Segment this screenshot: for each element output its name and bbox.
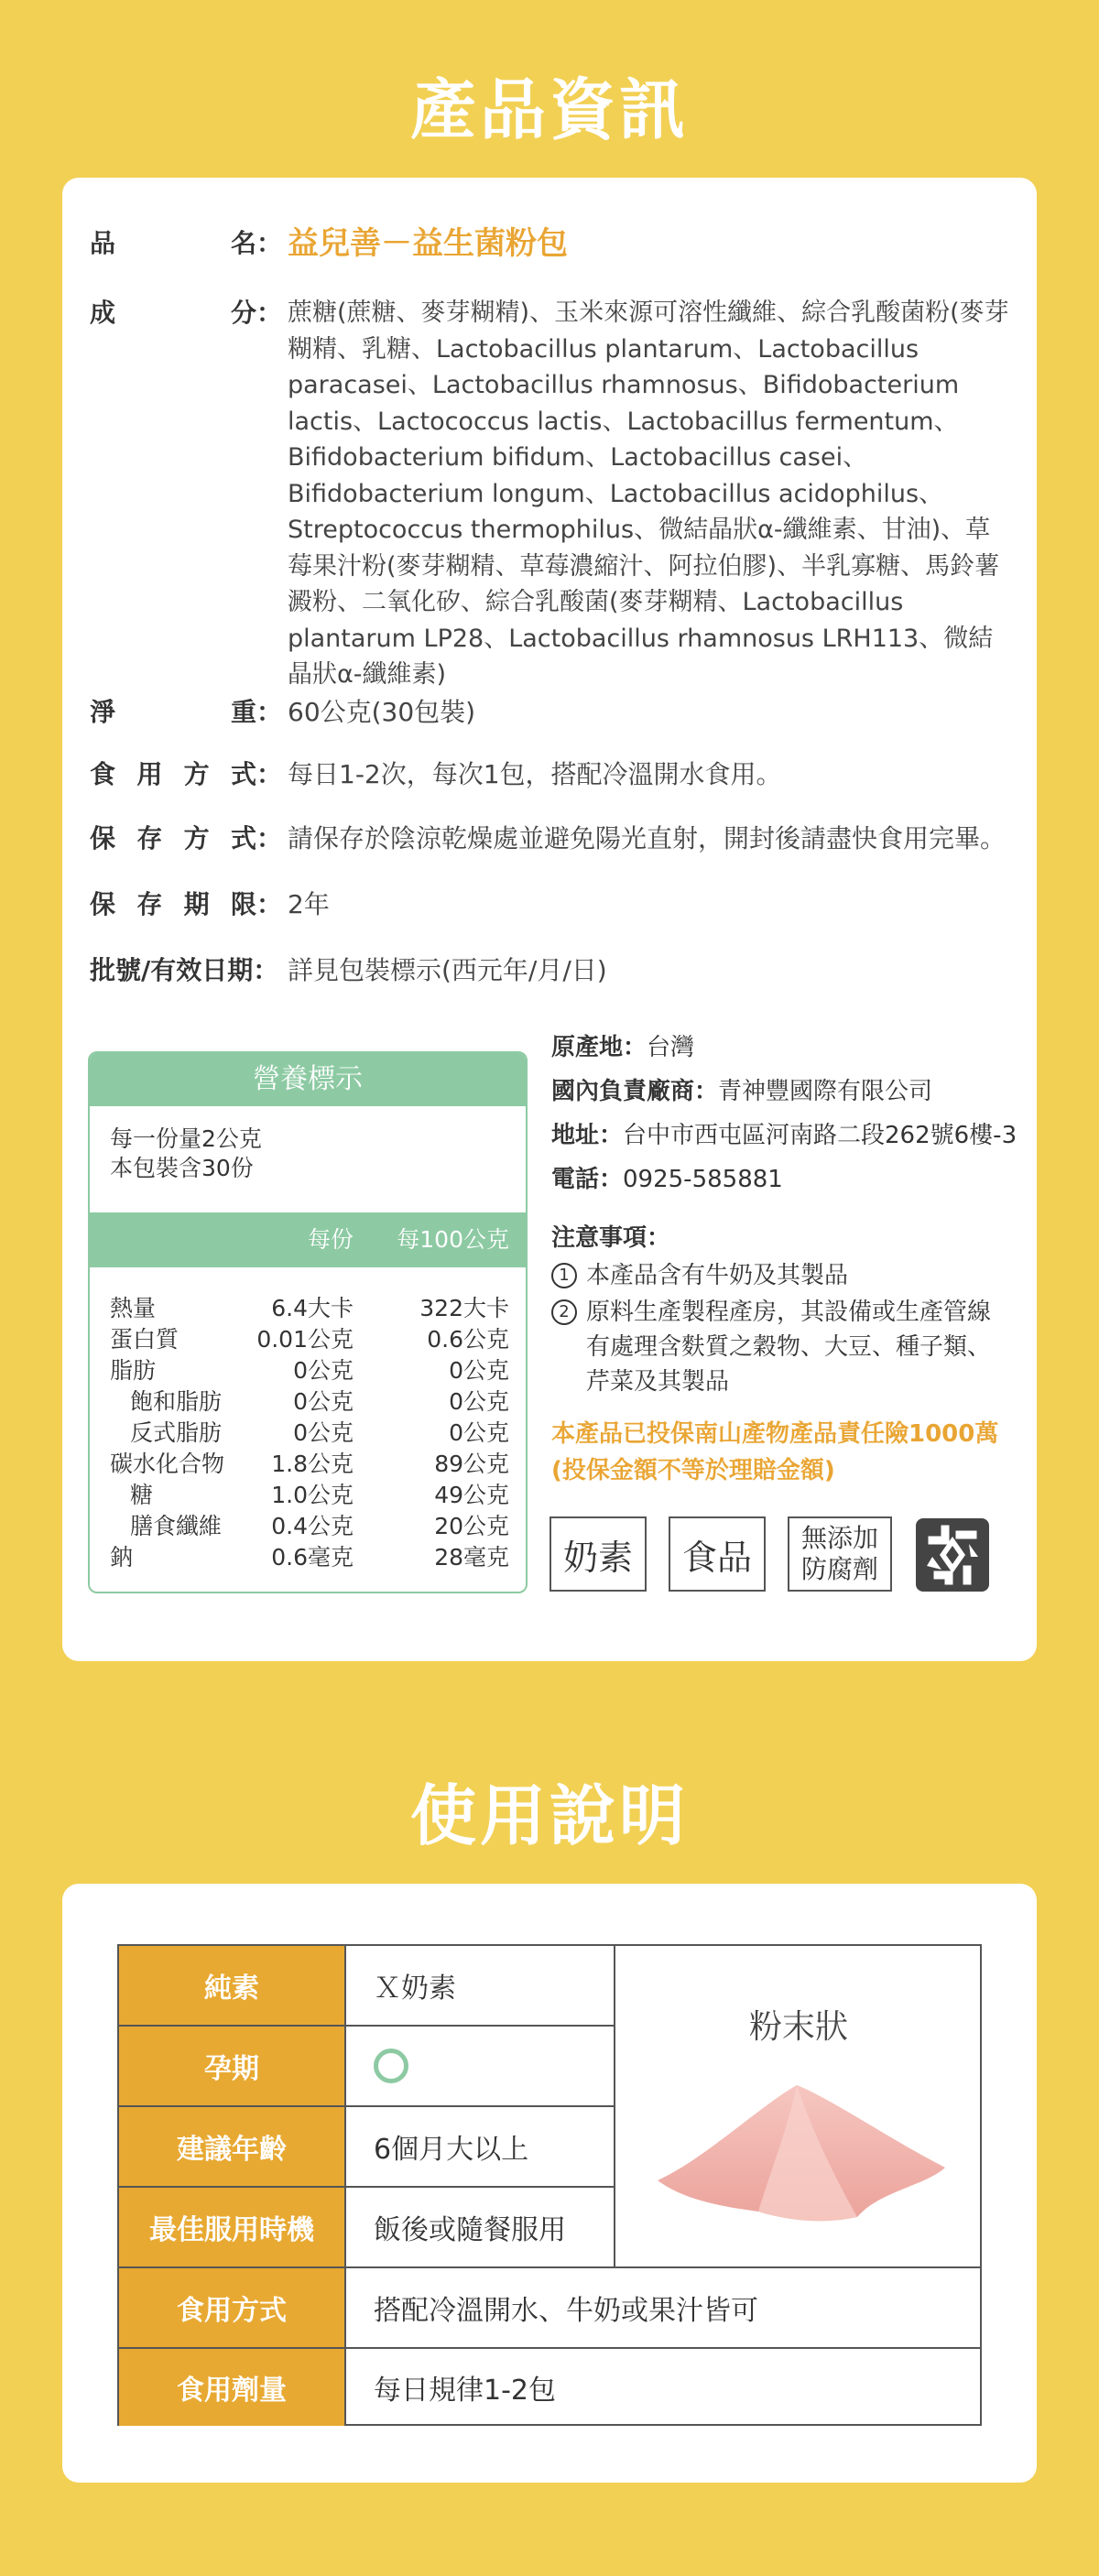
note-item — [551, 1258, 1018, 1293]
label-char: 重： — [230, 697, 282, 727]
powder-form-cell — [615, 1946, 982, 2266]
label-char: 限： — [230, 889, 282, 919]
nutrient-name: 飽和脂肪 — [130, 1388, 223, 1415]
nutrient-name: 熱量 — [110, 1295, 157, 1321]
nutrient-name: 脂肪 — [110, 1357, 157, 1384]
distributor — [551, 1073, 1018, 1110]
nutrient-per-100g: 49公克 — [434, 1482, 509, 1508]
note-text: 本產品含有牛奶及其製品 — [586, 1262, 849, 1289]
note-item — [551, 1295, 1000, 1399]
usage-label: 建議年齡 — [119, 2107, 344, 2186]
serving-size: 每一份量2公克 — [110, 1125, 262, 1152]
servings-per-pack: 本包裝含30份 — [110, 1155, 254, 1181]
usage-text: 每日1-2次，每次1包，搭配冷溫開水食用。 — [288, 759, 782, 789]
label-char: 存 — [136, 823, 163, 853]
nutrition-row — [90, 1511, 526, 1542]
phone-label: 電話： — [551, 1166, 624, 1193]
label-char: 品 — [90, 228, 116, 258]
nutrition-row — [90, 1418, 526, 1449]
nutrition-rows — [90, 1267, 526, 1573]
nutrient-per-100g: 0公克 — [449, 1388, 509, 1415]
row-product-name — [90, 225, 1015, 262]
section-title-usage: 使用說明 — [409, 1777, 689, 1854]
row-net-weight — [90, 694, 1015, 731]
powder-pile-image — [650, 2074, 952, 2230]
nutrition-row — [90, 1386, 526, 1418]
nutrition-row — [90, 1480, 526, 1511]
row-storage — [90, 821, 1015, 857]
nutrient-per-100g: 322大卡 — [419, 1295, 509, 1321]
label-usage — [90, 756, 282, 793]
shelf-life: 2年 — [288, 889, 330, 919]
label-char: 保 — [90, 889, 116, 919]
circled-number: 2 — [551, 1299, 577, 1325]
nutrition-row — [90, 1355, 526, 1386]
phone — [551, 1161, 1018, 1198]
nutrient-per-serving: 0.01公克 — [256, 1326, 354, 1353]
label-storage — [90, 821, 282, 857]
distributor-value: 青神豐國際有限公司 — [718, 1078, 933, 1105]
badge-no-preservative: 無添加防腐劑 — [788, 1516, 892, 1592]
label-ingredients — [90, 295, 282, 693]
nutrient-per-serving: 0.4公克 — [271, 1513, 354, 1539]
label-char: 成 — [90, 298, 116, 328]
col-per-100g: 每100公克 — [397, 1226, 509, 1253]
nutrient-name: 鈉 — [110, 1544, 134, 1571]
notes-heading — [551, 1220, 1018, 1256]
nutrition-row — [90, 1324, 526, 1355]
nutrient-per-serving: 0.6毫克 — [271, 1544, 354, 1571]
product-info-card — [62, 178, 1037, 1661]
usage-value: Ｘ奶素 — [374, 1973, 456, 2005]
row-usage — [90, 756, 1015, 793]
label-char: 方 — [183, 759, 210, 789]
label-char: 食 — [90, 759, 116, 789]
usage-label: 食用方式 — [119, 2268, 344, 2347]
nutrition-row — [90, 1542, 526, 1573]
usage-value-pregnancy — [346, 2027, 612, 2105]
recycle-icon — [914, 1516, 991, 1593]
nutrient-name: 膳食纖維 — [130, 1513, 223, 1539]
nutrition-serving — [90, 1106, 526, 1212]
usage-label: 純素 — [119, 1946, 344, 2025]
label-batch — [90, 952, 282, 989]
usage-table — [117, 1944, 982, 2426]
nutrition-table — [88, 1051, 528, 1593]
nutrient-per-serving: 1.0公克 — [271, 1482, 354, 1508]
net-weight: 60公克(30包裝) — [288, 697, 476, 727]
label-shelf-life — [90, 886, 282, 923]
nutrient-name: 反式脂肪 — [130, 1419, 223, 1446]
label-char: 批號/有效日期： — [90, 955, 279, 985]
usage-value: 每日規律1-2包 — [374, 2375, 556, 2407]
nutrient-name: 碳水化合物 — [110, 1451, 225, 1477]
address-label: 地址： — [551, 1122, 624, 1149]
label-char: 用 — [136, 759, 163, 789]
distributor-label: 國內負責廠商： — [551, 1078, 719, 1105]
nutrient-per-serving: 1.8公克 — [271, 1451, 354, 1477]
badge-food: 食品 — [669, 1516, 766, 1592]
usage-label: 孕期 — [119, 2027, 344, 2105]
nutrient-per-serving: 6.4大卡 — [271, 1295, 354, 1321]
label-char: 保 — [90, 823, 116, 853]
usage-value: 搭配冷溫開水、牛奶或果汁皆可 — [374, 2295, 758, 2327]
nutrition-row — [90, 1449, 526, 1480]
label-char: 名： — [230, 228, 282, 258]
usage-label: 食用劑量 — [119, 2349, 344, 2426]
col-per-serving: 每份 — [307, 1226, 354, 1253]
storage-text: 請保存於陰涼乾燥處並避免陽光直射，開封後請盡快食用完畢。 — [288, 823, 1007, 853]
nutrition-title: 營養標示 — [90, 1053, 526, 1106]
nutrient-per-100g: 0公克 — [449, 1419, 509, 1446]
nutrient-name: 糖 — [130, 1482, 154, 1508]
label-char: 淨 — [90, 697, 116, 727]
nutrient-per-serving: 0公克 — [293, 1388, 354, 1415]
ingredients-text: 蔗糖(蔗糖、麥芽糊精)、玉米來源可溶性纖維、綜合乳酸菌粉(麥芽糊精、乳糖、Lactobacillus plantarum、Lactobacillus paracasei、Lactobacillus rhamnosus、Bifidobacterium lactis、Lactococcus lactis、Lactobacillus fermentum、Bifidobacterium bifidum、Lactobacillus casei、Bifidobacterium longum、Lactobacillus acidophilus、Streptococcus thermophilus、微結晶狀α-纖維素、甘油)、草莓果汁粉(麥芽糊精、草莓濃縮汁、阿拉伯膠)、半乳寡糖、馬鈴薯澱粉、二氧化矽、綜合乳酸菌(麥芽糊精、Lactobacillus plantarum LP28、Lactobacillus rhamnosus LRH113、微結晶狀α-纖維素) — [288, 299, 1009, 689]
label-net-weight — [90, 694, 282, 731]
label-char: 期 — [183, 889, 210, 919]
origin-value: 台灣 — [647, 1034, 695, 1061]
nutrition-row — [90, 1293, 526, 1324]
usage-card — [62, 1884, 1037, 2483]
address-value: 台中市西屯區河南路二段262號6樓-3 — [623, 1122, 1017, 1149]
origin-label: 原產地： — [551, 1034, 647, 1061]
product-name: 益兒善－益生菌粉包 — [288, 225, 568, 262]
label-char: 方 — [183, 823, 210, 853]
label-char: 分： — [230, 298, 282, 328]
nutrient-per-100g: 89公克 — [434, 1451, 509, 1477]
form-label: 粉末狀 — [748, 2008, 848, 2046]
label-char: 式： — [230, 823, 282, 853]
phone-value: 0925-585881 — [623, 1166, 783, 1193]
address — [551, 1117, 1018, 1154]
label-name — [90, 225, 282, 262]
nutrient-per-100g: 0.6公克 — [427, 1326, 509, 1353]
usage-value: 飯後或隨餐服用 — [374, 2214, 566, 2246]
label-char: 式： — [230, 759, 282, 789]
label-char: 存 — [136, 889, 163, 919]
row-ingredients — [90, 295, 1015, 693]
circled-number: 1 — [551, 1263, 577, 1288]
usage-label: 最佳服用時機 — [119, 2188, 344, 2266]
nutrient-per-100g: 28毫克 — [434, 1544, 509, 1571]
badge-milk-vegetarian: 奶素 — [550, 1516, 647, 1592]
nutrient-per-serving: 0公克 — [293, 1419, 354, 1446]
insurance-note: 本產品已投保南山產物產品責任險1000萬(投保金額不等於理賠金額) — [551, 1420, 999, 1484]
row-batch — [90, 952, 1015, 989]
nutrient-per-serving: 0公克 — [293, 1357, 354, 1384]
nutrition-column-header — [90, 1212, 526, 1267]
nutrient-name: 蛋白質 — [110, 1326, 180, 1353]
nutrient-per-100g: 20公克 — [434, 1513, 509, 1539]
batch-text: 詳見包裝標示(西元年/月/日) — [288, 955, 607, 985]
section-title-product-info: 產品資訊 — [409, 71, 689, 148]
note-text: 原料生產製程產房，其設備或生產管線有處理含麩質之穀物、大豆、種子類、芹菜及其製品 — [586, 1299, 992, 1396]
row-shelf-life — [90, 886, 1015, 923]
notes-label: 注意事項： — [551, 1224, 671, 1252]
origin — [551, 1029, 1018, 1066]
check-circle-icon — [374, 2049, 408, 2083]
usage-value: 6個月大以上 — [374, 2134, 529, 2166]
nutrient-per-100g: 0公克 — [449, 1357, 509, 1384]
